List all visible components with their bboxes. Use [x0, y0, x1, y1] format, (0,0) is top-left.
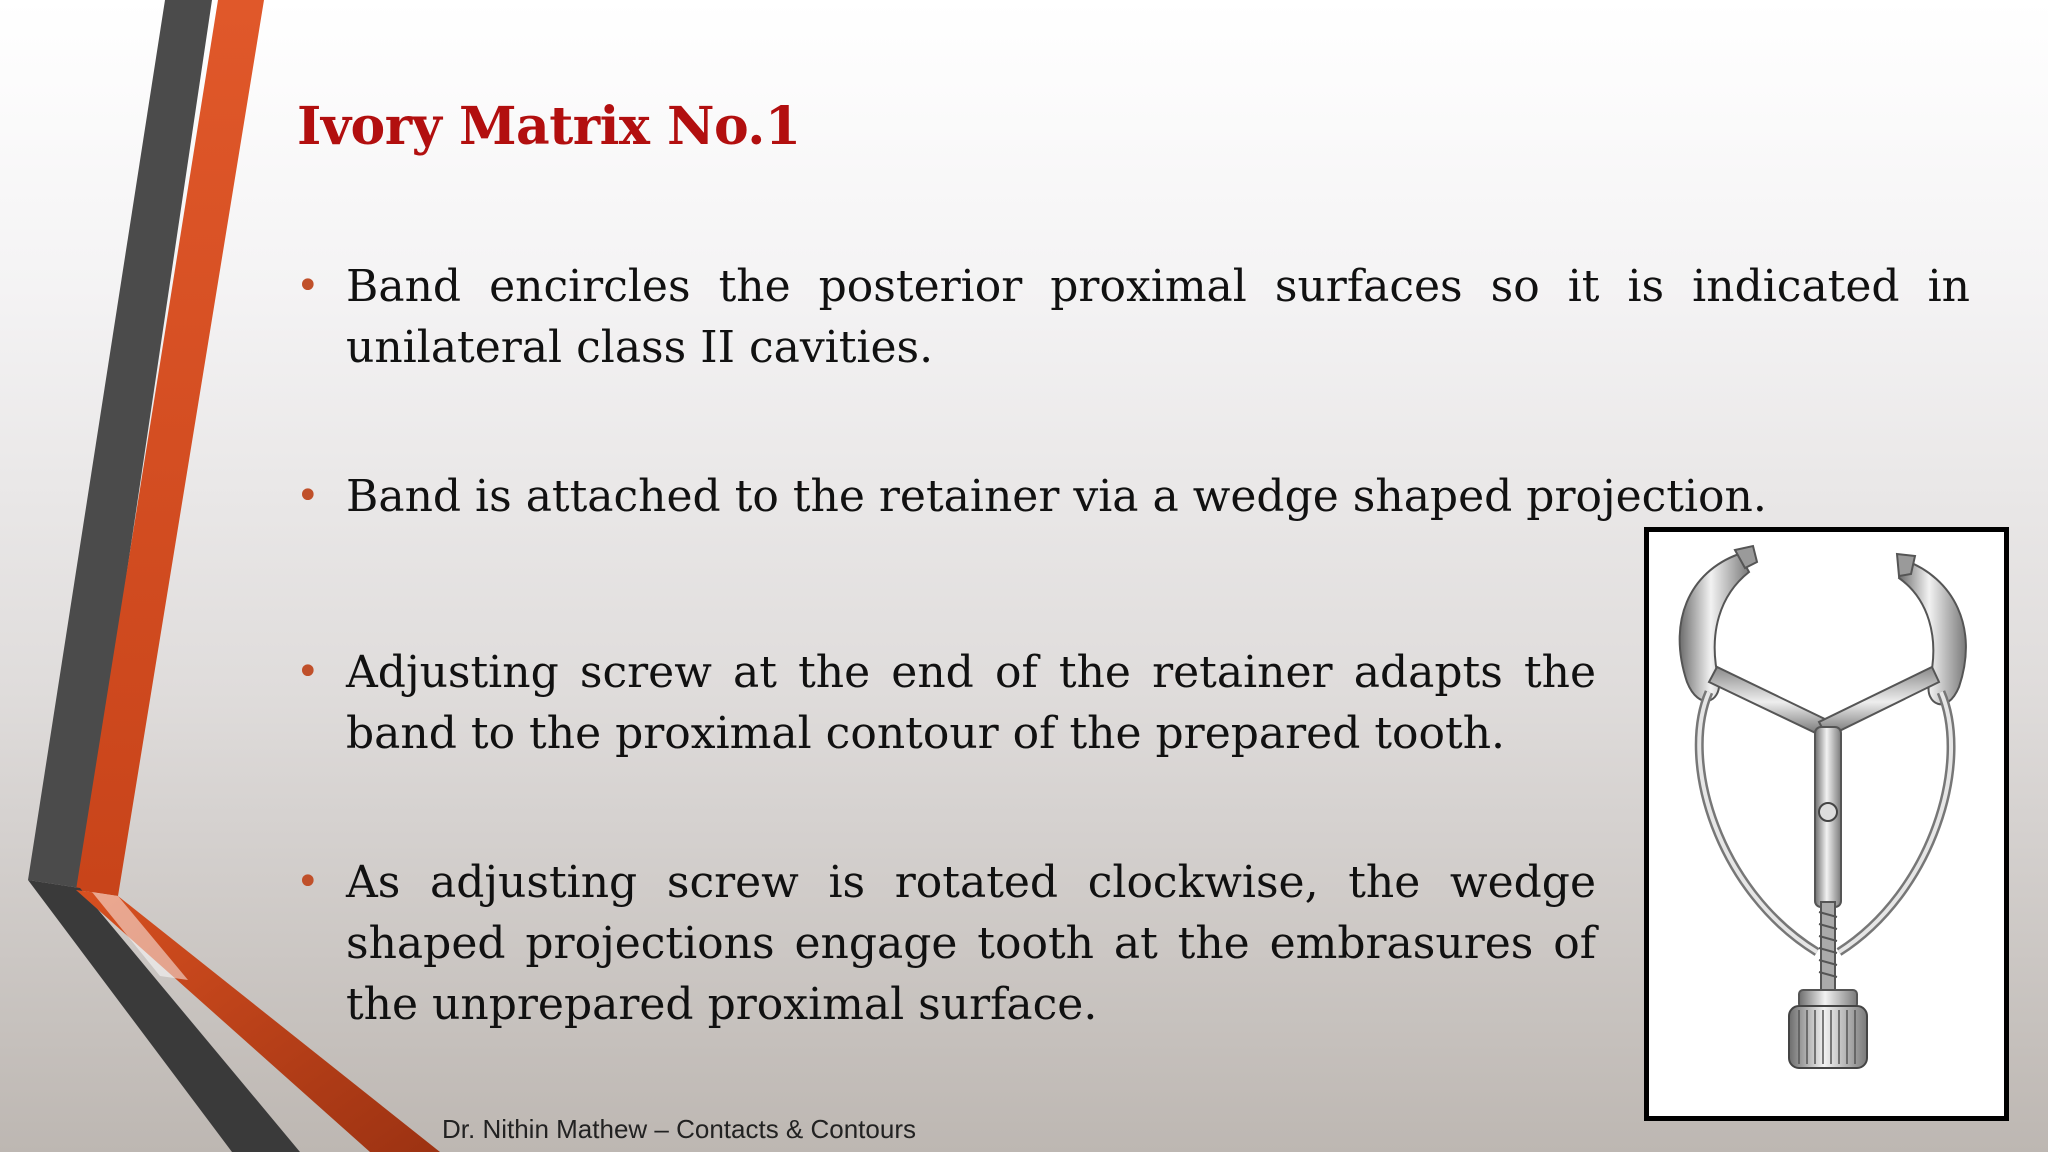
bullet-marker: • [296, 859, 320, 905]
slide-footer: Dr. Nithin Mathew – Contacts & Contours [442, 1114, 916, 1144]
retainer-photo [1644, 527, 2009, 1121]
bullet-item [296, 642, 1596, 764]
bullet-text: Band is attached to the retainer via a wedge shaped projection. [346, 471, 1767, 522]
bullet-marker: • [296, 649, 320, 695]
ivory-matrix-retainer-icon [1649, 532, 2004, 1116]
bullet-text: Adjusting screw at the end of the retainer adapts the band to the proximal contour of the prepared tooth. [346, 647, 1596, 759]
bullet-marker: • [296, 473, 320, 519]
bullet-marker: • [296, 263, 320, 309]
bullet-item [296, 466, 1970, 527]
bullet-item [296, 256, 1970, 378]
bullet-item [296, 852, 1596, 1035]
slide-title: Ivory Matrix No.1 [297, 96, 801, 157]
bullet-text: Band encircles the posterior proximal surfaces so it is indicated in unilateral class II cavities. [346, 261, 1970, 373]
bullet-text: As adjusting screw is rotated clockwise, the wedge shaped projections engage tooth at the embrasures of the unprepared proximal surface. [346, 857, 1596, 1030]
